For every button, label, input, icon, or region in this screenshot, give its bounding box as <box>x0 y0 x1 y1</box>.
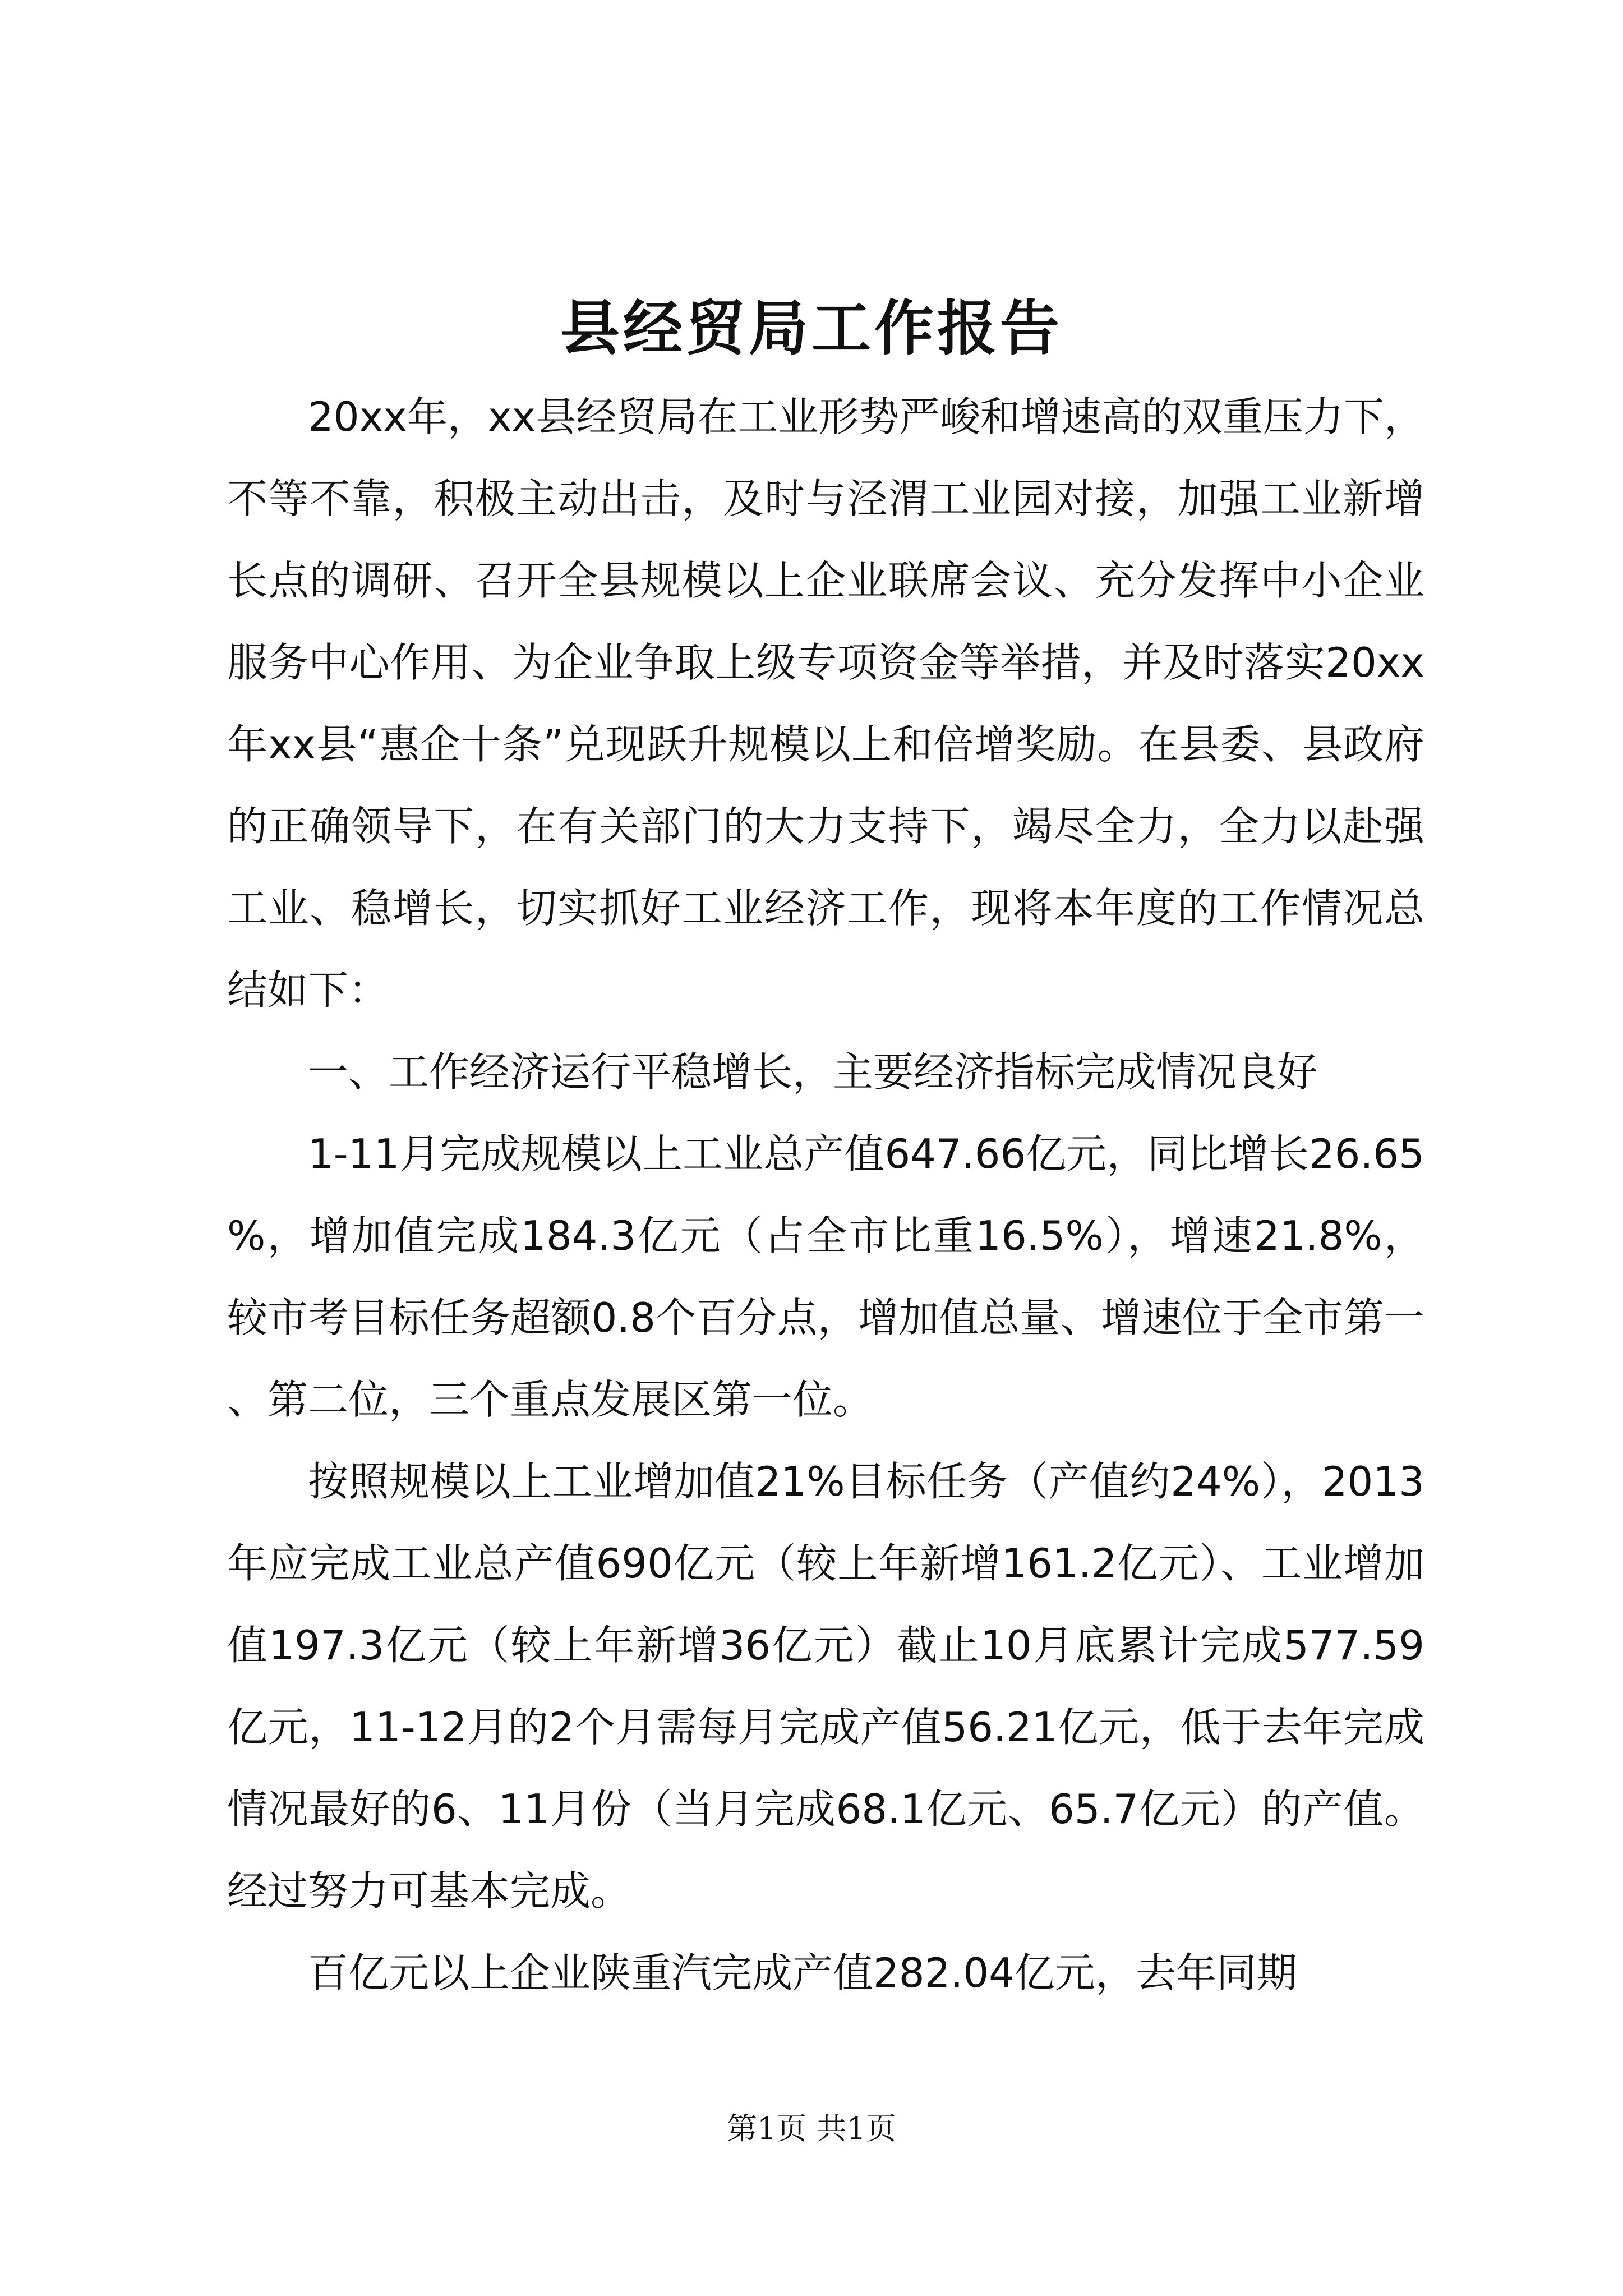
paragraph-intro: 20xx年，xx县经贸局在工业形势严峻和增速高的双重压力下，不等不靠，积极主动出击，及时与泾渭工业园对接，加强工业新增长点的调研、召开全县规模以上企业联席会议、充分发挥中小企业服务中心作用、为企业争取上级专项资金等举措，并及时落实20xx年xx县“惠企十条”兑现跃升规模以上和倍增奖励。在县委、县政府的正确领导下，在有关部门的大力支持下，竭尽全力，全力以赴强工业、稳增长，切实抓好工业经济工作，现将本年度的工作情况总结如下： <box>227 393 1424 1014</box>
document-body <box>227 376 1424 2014</box>
section-heading-1: 一、工作经济运行平稳增长，主要经济指标完成情况良好 <box>308 1048 1318 1096</box>
paragraph-output-stats: 1-11月完成规模以上工业总产值647.66亿元，同比增长26.65%，增加值完成184.3亿元（占全市比重16.5%），增速21.8%，较市考目标任务超额0.8个百分点，增加值总量、增速位于全市第一、第二位，三个重点发展区第一位。 <box>227 1130 1424 1423</box>
paragraph-enterprise: 百亿元以上企业陕重汽完成产值282.04亿元，去年同期 <box>308 1949 1297 1996</box>
document-title: 县经贸局工作报告 <box>560 293 1063 363</box>
page-footer: 第1页 共1页 <box>727 2111 896 2146</box>
paragraph-targets: 按照规模以上工业增加值21%目标任务（产值约24%），2013年应完成工业总产值690亿元（较上年新增161.2亿元）、工业增加值197.3亿元（较上年新增36亿元）截止10月底累计完成577.59亿元，11-12月的2个月需每月完成产值56.21亿元，低于去年完成情况最好的6、11月份（当月完成68.1亿元、65.7亿元）的产值。经过努力可基本完成。 <box>227 1458 1424 1915</box>
